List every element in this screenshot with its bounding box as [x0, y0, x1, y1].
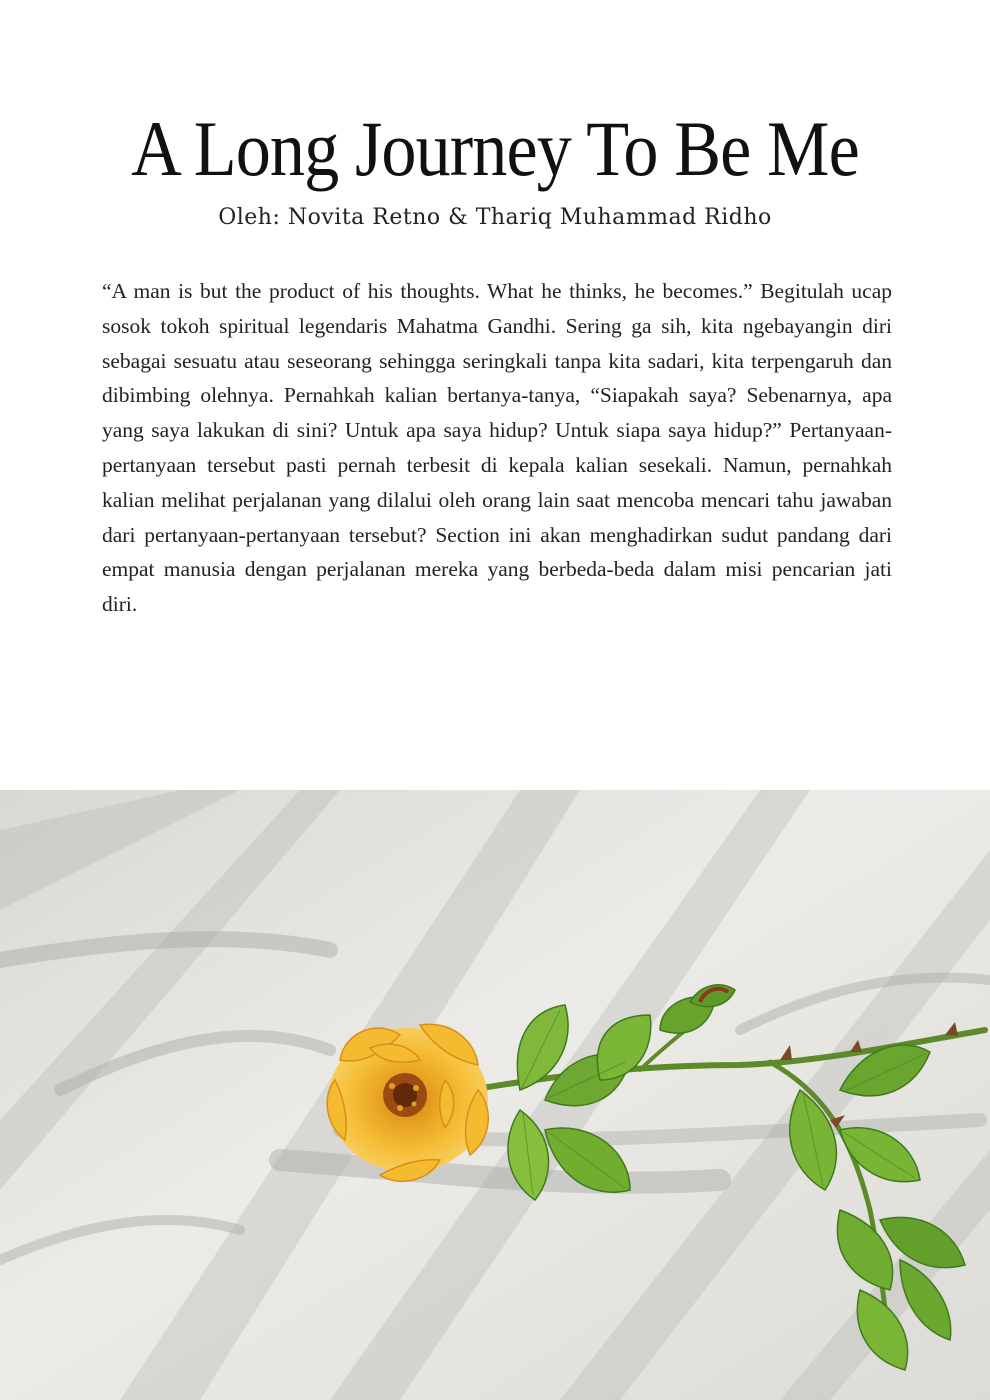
- rose-photo: [0, 790, 990, 1400]
- article-body: “A man is but the product of his thoughts. What he thinks, he becomes.” Begitulah ucap sosok tokoh spiritual legendaris Mahatma Gandhi. Sering ga sih, kita ngebayangin diri sebagai sesuatu atau seseorang sehingga seringkali tanpa kita sadari, kita terpengaruh dan dibimbing olehnya. Pernahkah kalian bertanya-tanya, “Siapakah saya? Sebenarnya, apa yang saya lakukan di sini? Untuk apa saya hidup? Untuk siapa saya hidup?” Pertanyaan-pertanyaan tersebut pasti pernah terbesit di kepala kalian sesekali. Namun, pernahkah kalian melihat perjalanan yang dilalui oleh orang lain saat mencoba mencari tahu jawaban dari pertanyaan-pertanyaan tersebut? Section ini akan menghadirkan sudut pandang dari empat manusia dengan perjalanan mereka yang berbeda-beda dalam misi pencarian jati diri.: [102, 279, 892, 617]
- author-byline: Oleh: Novita Retno & Thariq Muhammad Ridho: [218, 205, 772, 230]
- page-title: A Long Journey To Be Me: [131, 105, 859, 192]
